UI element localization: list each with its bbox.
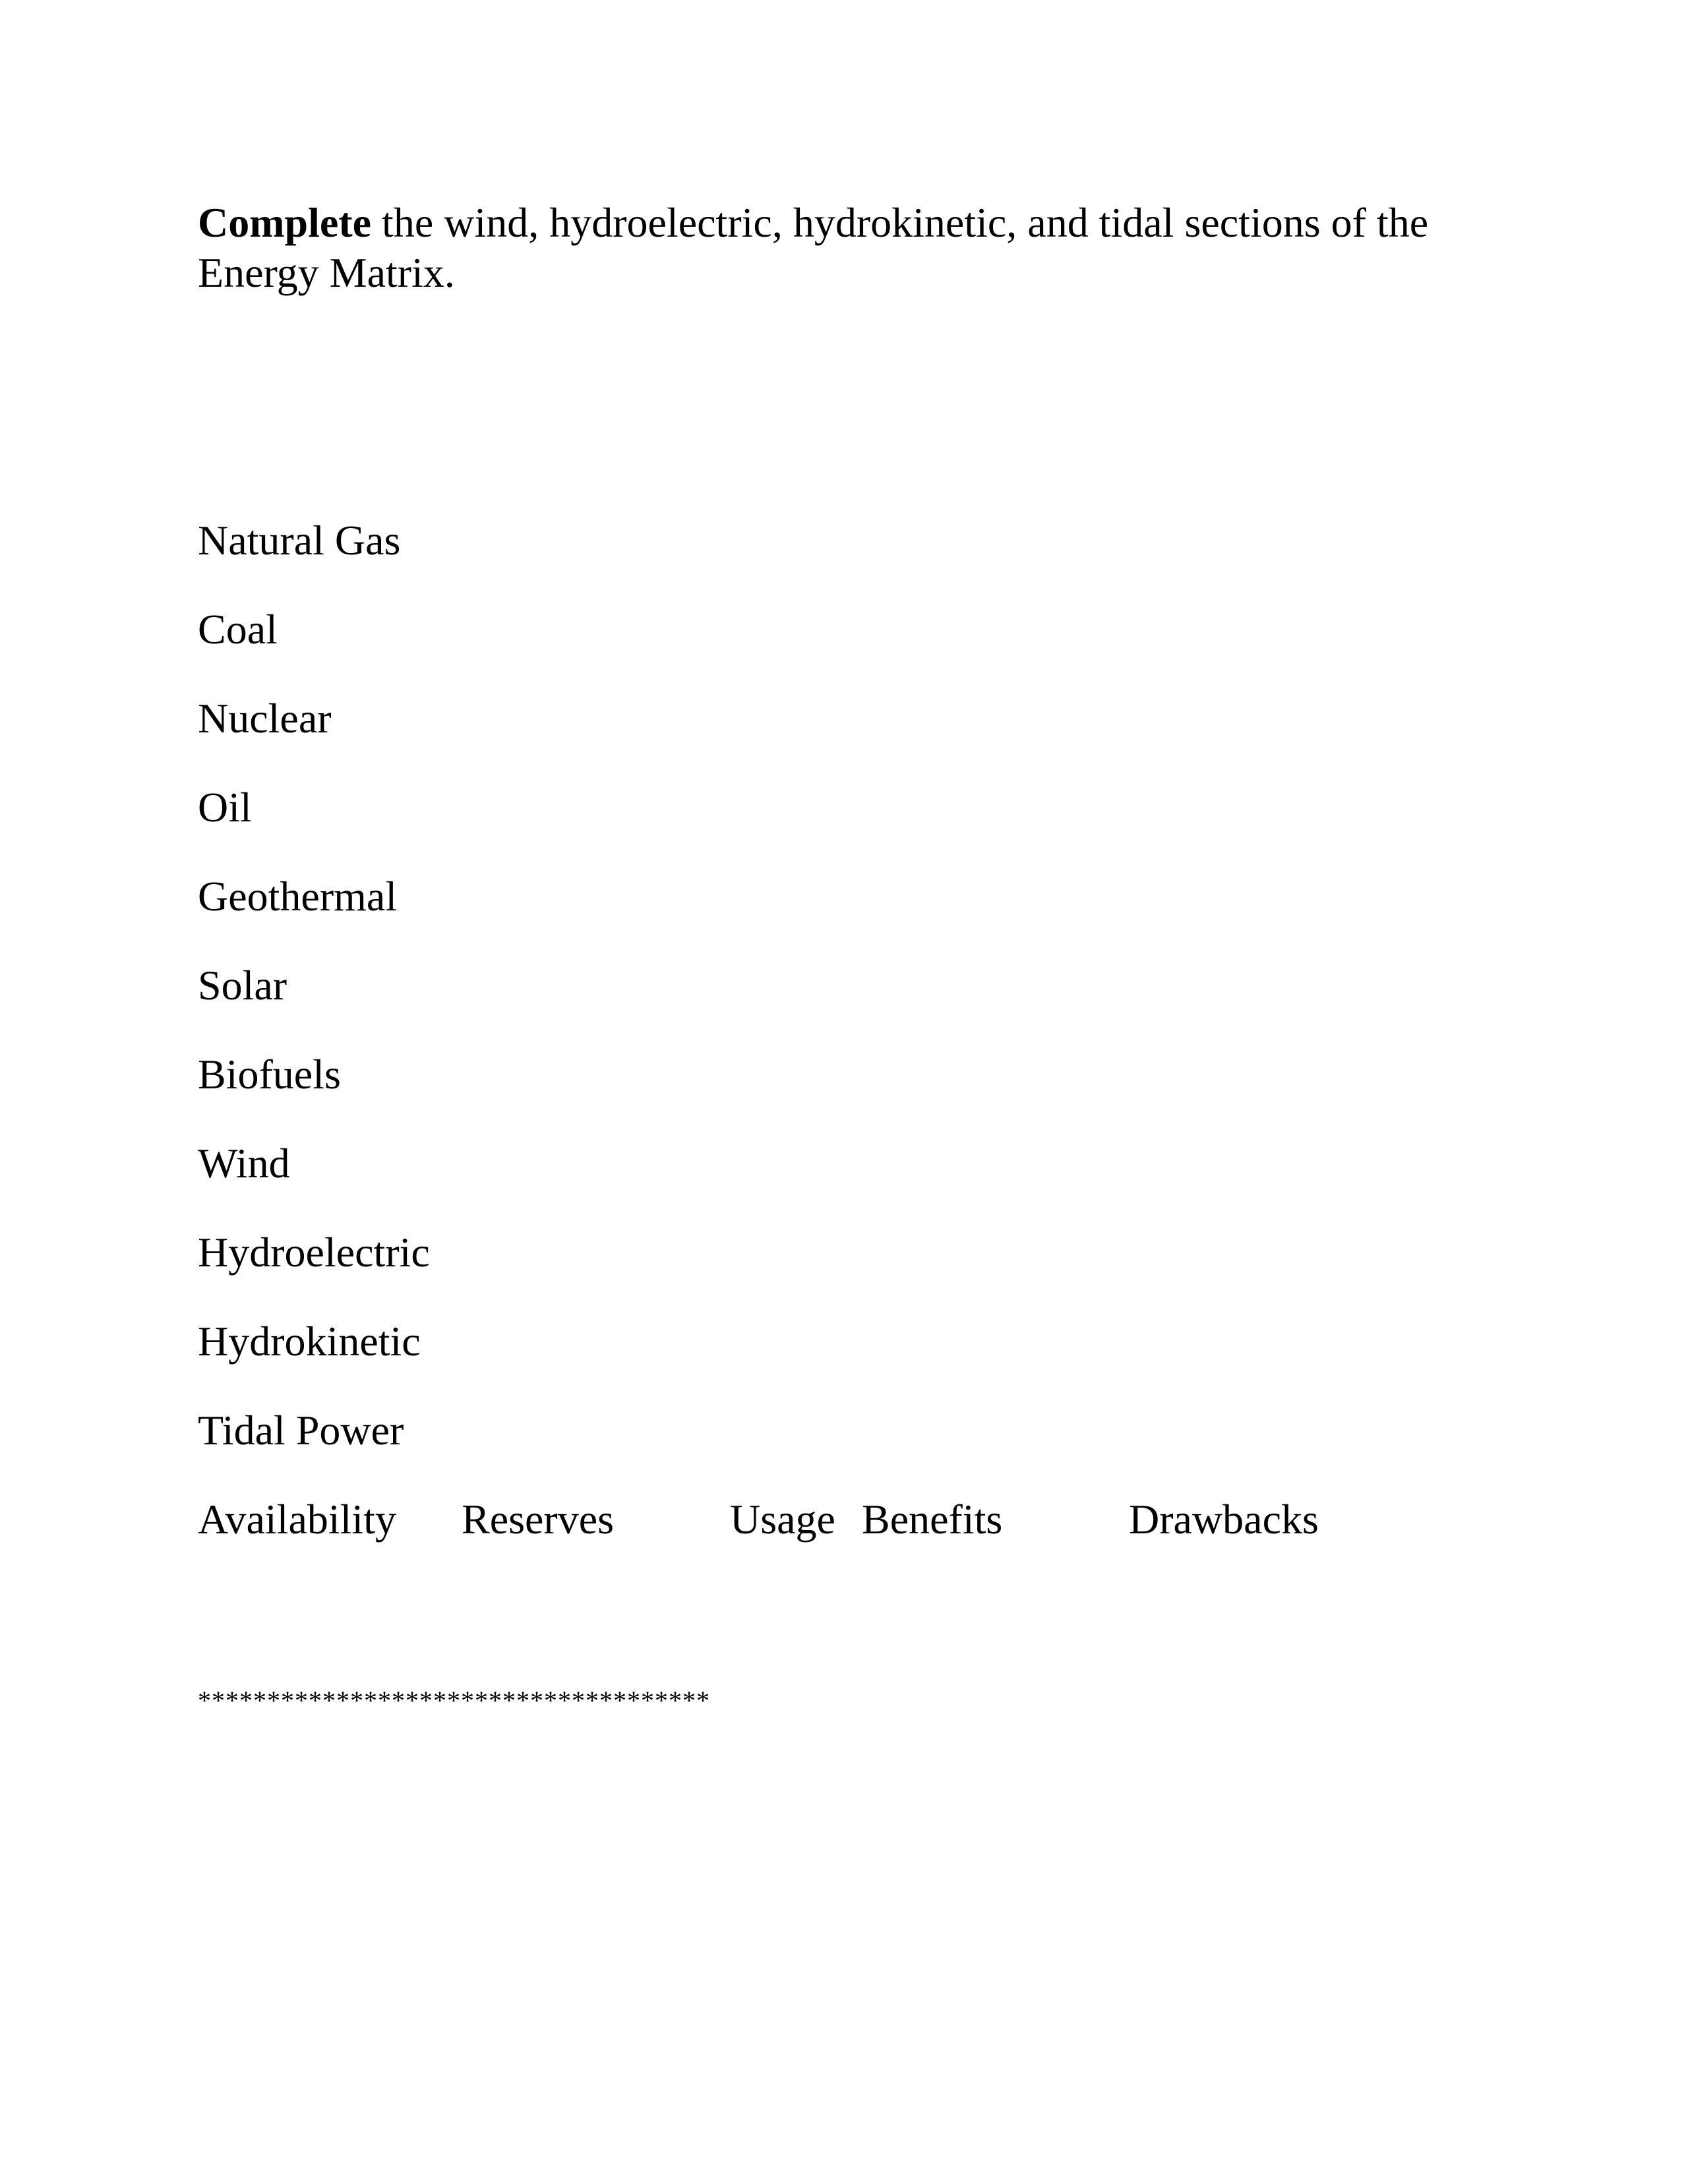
column-header-drawbacks: Drawbacks: [1129, 1496, 1319, 1543]
energy-source-item: Hydroelectric: [198, 1229, 430, 1276]
energy-source-item: Biofuels: [198, 1051, 341, 1098]
energy-source-item: Nuclear: [198, 695, 332, 742]
column-header-reserves: Reserves: [462, 1496, 615, 1543]
energy-source-item: Wind: [198, 1140, 290, 1187]
instruction-text: [198, 198, 1517, 298]
asterisk-separator: *************************************: [198, 1686, 710, 1715]
instruction-rest: the wind, hydroelectric, hydrokinetic, and tidal sections of the Energy Matrix.: [198, 199, 1429, 296]
energy-source-item: Natural Gas: [198, 517, 401, 564]
energy-source-item: Tidal Power: [198, 1407, 404, 1454]
energy-source-item: Hydrokinetic: [198, 1318, 421, 1365]
energy-source-item: Geothermal: [198, 873, 398, 920]
energy-source-item: Oil: [198, 784, 252, 831]
energy-source-item: Coal: [198, 606, 278, 653]
column-header-usage: Usage: [730, 1496, 835, 1543]
column-header-availability: Availability: [198, 1496, 396, 1543]
column-header-benefits: Benefits: [862, 1496, 1003, 1543]
energy-source-item: Solar: [198, 962, 287, 1009]
instruction-bold: Complete: [198, 199, 372, 246]
